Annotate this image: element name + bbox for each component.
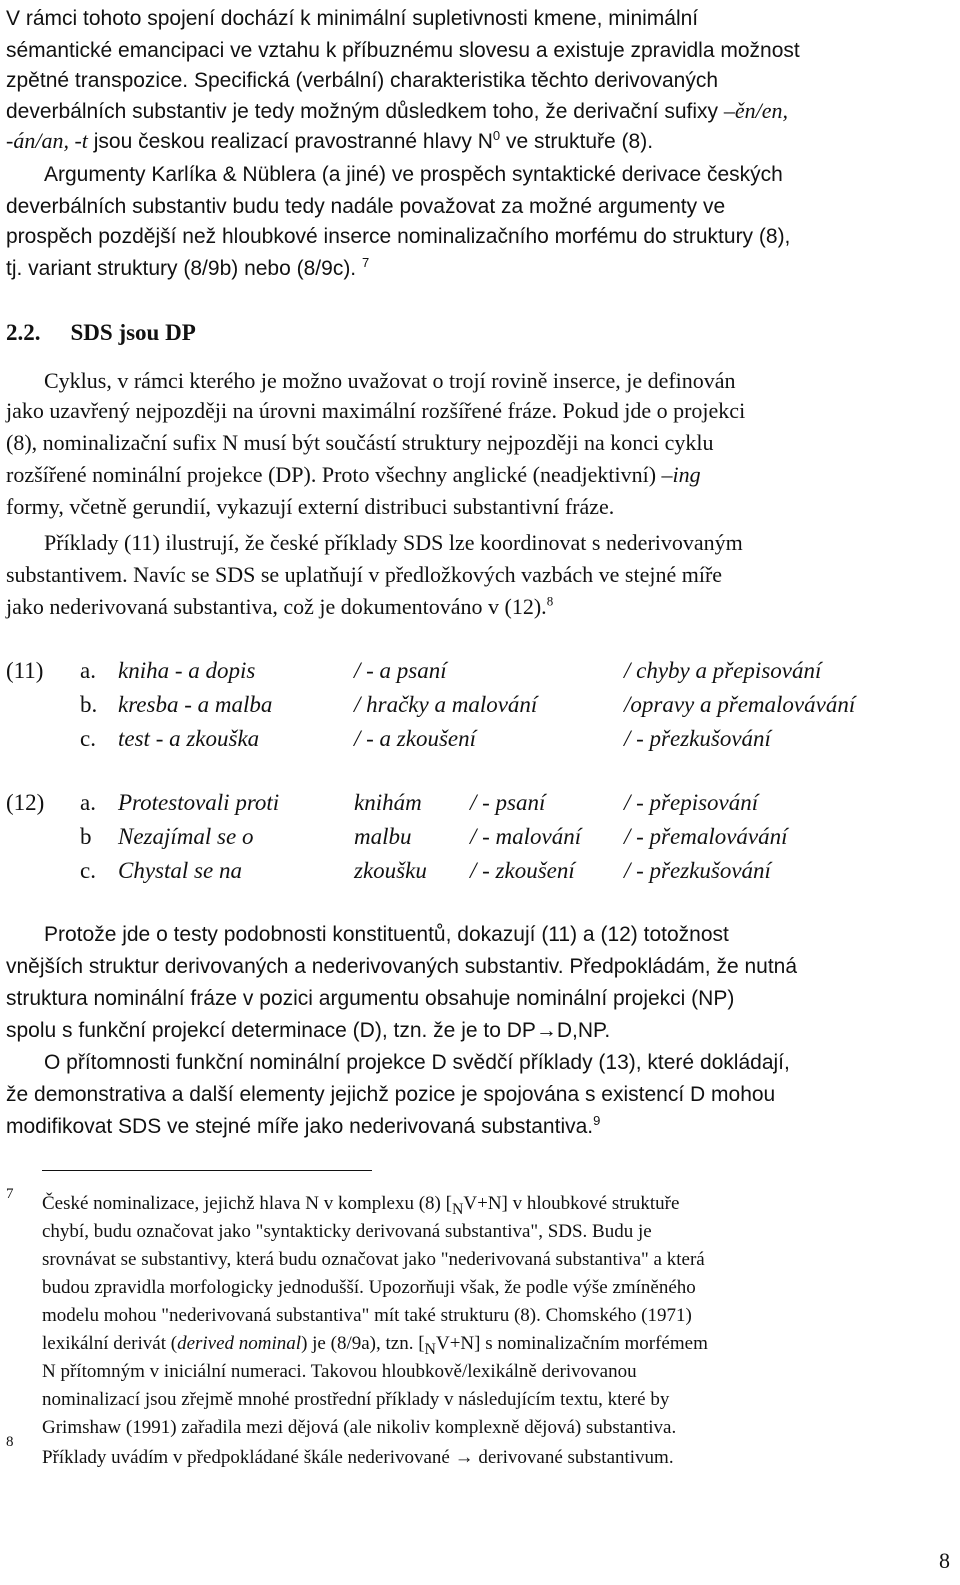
para3-line3: (8), nominalizační sufix N musí být součástí struktury nejpozději na konci cyklu	[6, 430, 714, 455]
footnote-7-line1	[42, 1192, 679, 1222]
para3-line4	[6, 460, 701, 490]
para3-line1: Cyklus, v rámci kterého je možno uvažovat o trojí rovině inserce, je definován	[44, 368, 736, 393]
para2-line4-text: tj. variant struktury (8/9b) nebo (8/9c).	[6, 257, 362, 280]
para5-line3	[6, 1112, 600, 1142]
footnote-7-line7: N přítomným v iniciální numeraci. Takovou hloubkově/lexikálně derivovanou	[42, 1361, 637, 1382]
footnote-7-line1-b: V+N] v hloubkové struktuře	[463, 1193, 680, 1214]
example-11a-col3: / chyby a přepisování	[624, 658, 822, 683]
footnote-7-line6-italic: derived nominal	[177, 1333, 302, 1354]
example-12a-col3: / - psaní	[470, 790, 546, 815]
para3-line7: substantivem. Navíc se SDS se uplatňují v předložkových vazbách ve stejné míře	[6, 562, 723, 587]
example-12b-col1: Nezajímal se o	[118, 824, 254, 849]
para2-line1: Argumenty Karlíka & Nüblera (a jiné) ve prospěch syntaktické derivace českých	[44, 163, 783, 186]
para1-line5-sup: 0	[492, 128, 501, 143]
example-12c-letter: c.	[80, 858, 96, 883]
para1-line5	[6, 126, 653, 157]
section-number: 2.2.	[6, 320, 41, 345]
para2-line4	[6, 254, 369, 284]
para1-line5-text-a: jsou českou realizací pravostranné hlavy N	[87, 130, 493, 153]
example-11b-col3: /opravy a přemalovávání	[624, 692, 856, 717]
example-12b-col2: malbu	[354, 824, 412, 849]
para3-line5: formy, včetně gerundií, vykazují externí distribuci substantivní fráze.	[6, 494, 615, 519]
example-12-number: (12)	[6, 790, 45, 815]
footnote-7-line2: chybí, budu označovat jako "syntakticky derivovaná substantiva", SDS. Budu je	[42, 1221, 652, 1242]
section-title: SDS jsou DP	[70, 320, 196, 345]
footnote-7-line4: budou zpravidla morfologicky jednodušší. Upozorňuji však, že podle výše zmíněného	[42, 1277, 696, 1298]
example-12c-col3: / - zkoušení	[470, 858, 575, 883]
footnote-7-line3: srovnávat se substantivy, která budu označovat jako "nederivovaná substantiva" a která	[42, 1249, 705, 1270]
para2-line2: deverbálních substantiv budu tedy nadále považovat za možné argumenty ve	[6, 195, 726, 218]
para1-line4-text: deverbálních substantiv je tedy možným důsledkem toho, že derivační sufixy	[6, 100, 724, 123]
para3-line2: jako uzavřený nejpozději na úrovni maximální rozšířené fráze. Pokud jde o projekci	[6, 398, 746, 423]
para4-line1: Protože jde o testy podobnosti konstituentů, dokazují (11) a (12) totožnost	[44, 923, 729, 946]
example-12b-col3: / - malování	[470, 824, 582, 849]
para3-line8	[6, 592, 553, 622]
footnote-7-number: 7	[6, 1186, 14, 1202]
footnote-7-line6-b: ) je (8/9a), tzn. [	[301, 1333, 425, 1354]
example-12a-col2: knihám	[354, 790, 422, 815]
para1-line3: zpětné transpozice. Specifická (verbální) charakteristika těchto derivovaných	[6, 69, 719, 92]
para1-line2: sémantické emancipaci ve vztahu k příbuznému slovesu a existuje zpravidla možnost	[6, 39, 800, 62]
footnote-ref-8: 8	[546, 593, 554, 609]
example-12a-col1: Protestovali proti	[118, 790, 280, 815]
page-number: 8	[939, 1548, 950, 1573]
para4-line2: vnějších struktur derivovaných a nederivovaných substantiv. Předpokládám, že nutná	[6, 955, 798, 978]
example-12a-col4: / - přepisování	[624, 790, 759, 815]
footnote-separator	[42, 1170, 372, 1171]
example-12c-col2: zkoušku	[354, 858, 427, 883]
section-heading	[6, 318, 196, 348]
footnote-ref-7: 7	[361, 255, 370, 270]
para5-line1: O přítomnosti funkční nominální projekce D svědčí příklady (13), které dokládají,	[44, 1051, 790, 1074]
footnote-7-line5: modelu mohou "nederivovaná substantiva" mít také strukturu (8). Chomského (1971)	[42, 1305, 692, 1326]
para4-line4: spolu s funkční projekcí determinace (D), tzn. že je to DP→D,NP.	[6, 1019, 611, 1042]
para4-line3: struktura nominální fráze v pozici argumentu obsahuje nominální projekci (NP)	[6, 987, 735, 1010]
footnote-8-number: 8	[6, 1434, 14, 1450]
example-12b-letter: b	[80, 824, 92, 849]
example-11a-letter: a.	[80, 658, 96, 683]
para1-line1: V rámci tohoto spojení dochází k minimální supletivnosti kmene, minimální	[6, 7, 699, 30]
footnote-ref-9: 9	[593, 1113, 601, 1128]
example-11b-col2: / hračky a malování	[354, 692, 538, 717]
footnote-7-line1-a: České nominalizace, jejichž hlava N v komplexu (8) [	[42, 1193, 452, 1214]
example-11c-letter: c.	[80, 726, 96, 751]
para3-line8-text: jako nederivovaná substantiva, což je dokumentováno v (12).	[6, 594, 547, 619]
para5-line2: že demonstrativa a další elementy jejichž pozice je spojována s existencí D mohou	[6, 1083, 776, 1106]
para2-line3: prospěch pozdější než hloubkové inserce nominalizačního morfému do struktury (8),	[6, 225, 791, 248]
footnote-7-line6-a: lexikální derivát (	[42, 1333, 178, 1354]
footnote-7-line9: Grimshaw (1991) zařadila mezi dějová (ale nikoliv komplexně dějová) substantiva.	[42, 1417, 677, 1438]
example-11c-col2: / - a zkoušení	[354, 726, 477, 751]
footnote-7-line8: nominalizací jsou zřejmě mnohé prostřední příklady v následujícím textu, které by	[42, 1389, 670, 1410]
example-11a-col2: / - a psaní	[354, 658, 447, 683]
example-12c-col1: Chystal se na	[118, 858, 242, 883]
para3-line4-text: rozšířené nominální projekce (DP). Proto všechny anglické (neadjektivní)	[6, 462, 662, 487]
example-11b-letter: b.	[80, 692, 98, 717]
para1-line5-italic: -án/an, -t	[6, 128, 88, 153]
para3-line4-italic: –ing	[661, 462, 701, 487]
example-11a-col1: kniha - a dopis	[118, 658, 256, 683]
para1-line5-text-b: ve struktuře (8).	[500, 130, 654, 153]
footnote-7-line1-sub: N	[451, 1200, 464, 1218]
para1-line4-italic: –ěn/en,	[723, 98, 789, 123]
para5-line3-text: modifikovat SDS ve stejné míře jako nederivovaná substantiva.	[6, 1115, 594, 1138]
example-11c-col3: / - přezkušování	[624, 726, 771, 751]
para1-line4	[6, 96, 788, 127]
example-12c-col4: / - přezkušování	[624, 858, 771, 883]
example-11-number: (11)	[6, 658, 44, 683]
para3-line6: Příklady (11) ilustrují, že české příklady SDS lze koordinovat s nederivovaným	[44, 530, 743, 555]
footnote-8-text: Příklady uvádím v předpokládané škále nederivované → derivované substantivum.	[42, 1447, 674, 1468]
footnote-7-line6-sub: N	[424, 1340, 436, 1358]
footnote-7-line6-c: V+N] s nominalizačním morfémem	[435, 1333, 708, 1354]
example-12b-col4: / - přemalovávání	[624, 824, 788, 849]
example-11b-col1: kresba - a malba	[118, 692, 273, 717]
example-11c-col1: test - a zkouška	[118, 726, 260, 751]
example-12a-letter: a.	[80, 790, 96, 815]
footnote-7-line6	[42, 1332, 708, 1362]
